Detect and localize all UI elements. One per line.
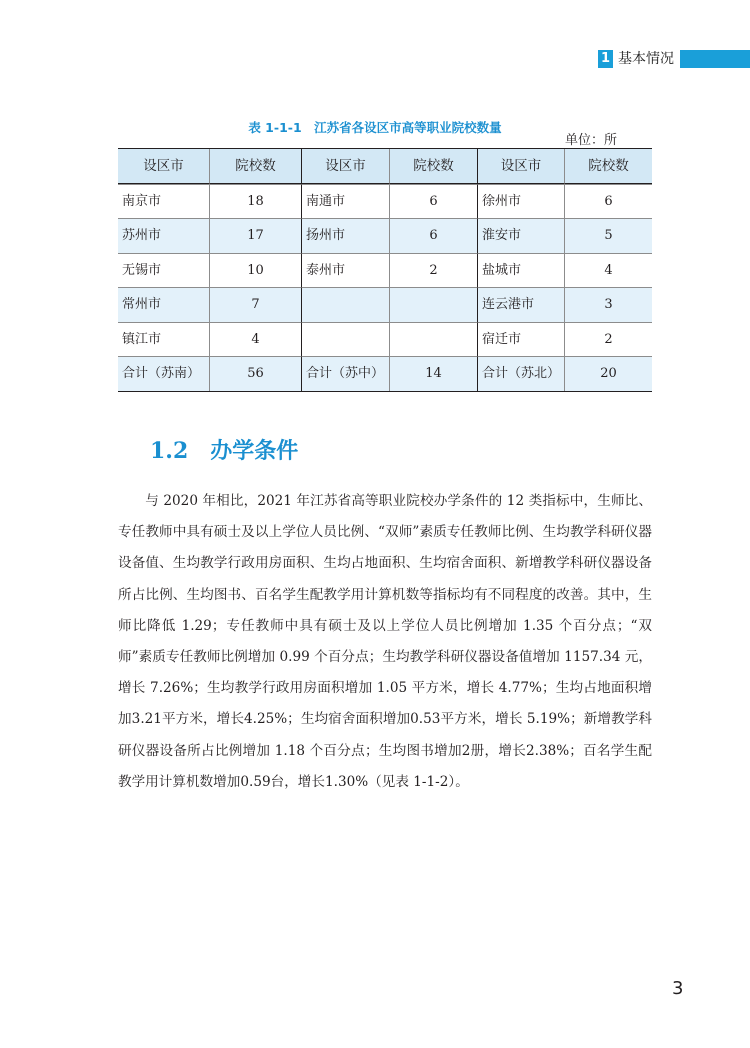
- body-paragraph: 与 2020 年相比，2021 年江苏省高等职业院校办学条件的 12 类指标中，生师比、专任教师中具有硕士及以上学位人员比例、“双师”素质专任教师比例、生均教学科研仪器设备值、生均教学行政用房面积、生均占地面积、生均宿舍面积、新增教学科研仪器设备所占比例、生均图书、百名学生配教学用计算机数等指标均有不同程度的改善。其中，生师比降低 1.29；专任教师中具有硕士及以上学位人员比例增加 1.35 个百分点；“双师”素质专任教师比例增加 0.99 个百分点；生均教学科研仪器设备值增加 1157.34 元，增长 7.26%；生均教学行政用房面积增加 1.05 平方米，增长 4.77%；生均占地面积增加3.21平方米，增长4.25%；生均宿舍面积增加0.53平方米，增长 5.19%；新增教学科研仪器设备所占比例增加 1.18 个百分点；生均图书增加2册，增长2.38%；百名学生配教学用计算机数增加0.59台，增长1.30%（见表 1-1-2）。: [118, 493, 652, 790]
- city-cell: 徐州市: [478, 184, 565, 219]
- city-cell: 镇江市: [118, 322, 210, 357]
- count-cell: 6: [390, 184, 478, 219]
- total-label-cell: 合计（苏南）: [118, 356, 210, 391]
- count-cell: 4: [210, 322, 302, 357]
- count-cell: 2: [565, 322, 652, 357]
- city-cell: 常州市: [118, 287, 210, 322]
- chapter-number: 1: [598, 50, 613, 68]
- page-number: 3: [672, 978, 684, 999]
- table-unit: 单位：所: [565, 133, 618, 148]
- total-count-cell: 20: [565, 356, 652, 391]
- count-cell: 3: [565, 287, 652, 322]
- table-header-row: [118, 149, 652, 184]
- total-label-cell: 合计（苏北）: [478, 356, 565, 391]
- city-cell: 扬州市: [302, 218, 390, 253]
- city-cell: 连云港市: [478, 287, 565, 322]
- table-total-row: [118, 356, 652, 391]
- city-cell: [302, 287, 390, 322]
- chapter-tab: [598, 50, 750, 68]
- section-title: 办学条件: [210, 438, 299, 464]
- count-cell: [390, 287, 478, 322]
- table-row: [118, 322, 652, 357]
- table-row: [118, 218, 652, 253]
- count-cell: 6: [390, 218, 478, 253]
- count-cell: 18: [210, 184, 302, 219]
- count-cell: 4: [565, 253, 652, 288]
- count-cell: 17: [210, 218, 302, 253]
- section-heading: [150, 434, 298, 465]
- column-header: 院校数: [565, 149, 652, 184]
- city-cell: 盐城市: [478, 253, 565, 288]
- total-count-cell: 14: [390, 356, 478, 391]
- city-cell: 南京市: [118, 184, 210, 219]
- table-caption: 表 1-1-1 江苏省各设区市高等职业院校数量: [248, 120, 502, 135]
- city-cell: 苏州市: [118, 218, 210, 253]
- column-header: 设区市: [478, 149, 565, 184]
- chapter-accent-bar: [680, 50, 750, 68]
- section-number: 1.2: [150, 438, 189, 464]
- count-cell: 6: [565, 184, 652, 219]
- city-cell: 淮安市: [478, 218, 565, 253]
- count-cell: 10: [210, 253, 302, 288]
- table-row: [118, 287, 652, 322]
- count-cell: [390, 322, 478, 357]
- table-row: [118, 184, 652, 219]
- total-label-cell: 合计（苏中）: [302, 356, 390, 391]
- count-cell: 2: [390, 253, 478, 288]
- column-header: 设区市: [302, 149, 390, 184]
- city-cell: [302, 322, 390, 357]
- column-header: 院校数: [210, 149, 302, 184]
- table-row: [118, 253, 652, 288]
- count-cell: 5: [565, 218, 652, 253]
- city-cell: 泰州市: [302, 253, 390, 288]
- body-text: [118, 486, 652, 798]
- city-cell: 南通市: [302, 184, 390, 219]
- chapter-title: 基本情况: [613, 50, 680, 68]
- college-count-table: [118, 148, 652, 392]
- total-count-cell: 56: [210, 356, 302, 391]
- city-cell: 无锡市: [118, 253, 210, 288]
- city-cell: 宿迁市: [478, 322, 565, 357]
- count-cell: 7: [210, 287, 302, 322]
- column-header: 院校数: [390, 149, 478, 184]
- column-header: 设区市: [118, 149, 210, 184]
